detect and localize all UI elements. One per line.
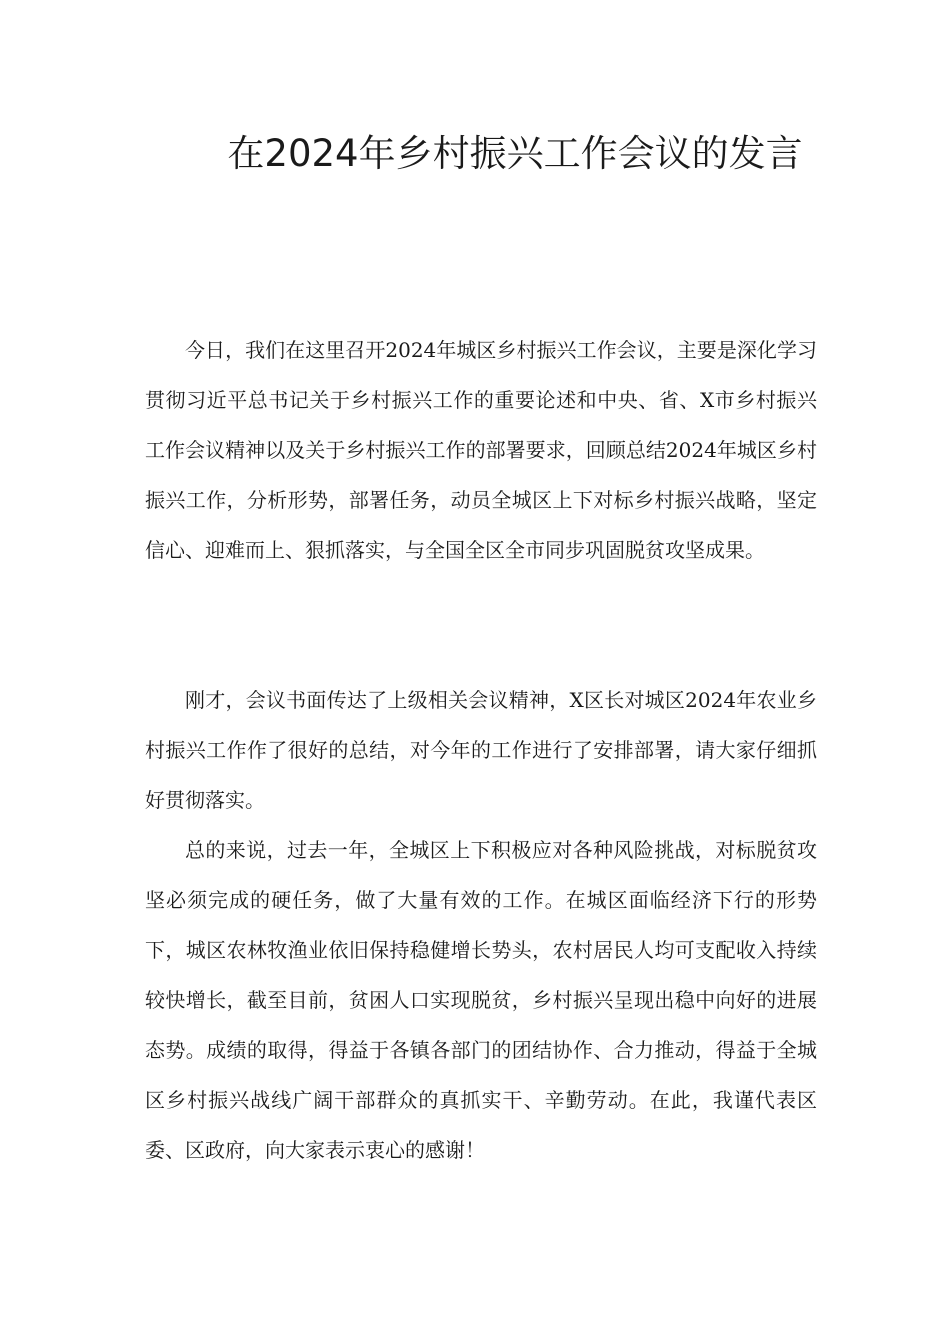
paragraph-meeting-summary: 刚才，会议书面传达了上级相关会议精神，X区长对城区2024年农业乡村振兴工作作了很好的总结，对今年的工作进行了安排部署，请大家仔细抓好贯彻落实。	[145, 688, 817, 812]
paragraph-opening: 今日，我们在这里召开2024年城区乡村振兴工作会议，主要是深化学习贯彻习近平总书记关于乡村振兴工作的重要论述和中央、省、X市乡村振兴工作会议精神以及关于乡村振兴工作的部署要求，回顾总结2024年城区乡村振兴工作，分析形势，部署任务，动员全城区上下对标乡村振兴战略，坚定信心、迎难而上、狠抓落实，与全国全区全市同步巩固脱贫攻坚成果。	[145, 338, 817, 562]
paragraph-achievements: 总的来说，过去一年，全城区上下积极应对各种风险挑战，对标脱贫攻坚必须完成的硬任务，做了大量有效的工作。在城区面临经济下行的形势下，城区农林牧渔业依旧保持稳健增长势头，农村居民人均可支配收入持续较快增长，截至目前，贫困人口实现脱贫，乡村振兴呈现出稳中向好的进展态势。成绩的取得，得益于各镇各部门的团结协作、合力推动，得益于全城区乡村振兴战线广阔干部群众的真抓实干、辛勤劳动。在此，我谨代表区委、区政府，向大家表示衷心的感谢！	[145, 838, 817, 1162]
document-title: 在2024年乡村振兴工作会议的发言	[227, 132, 803, 175]
